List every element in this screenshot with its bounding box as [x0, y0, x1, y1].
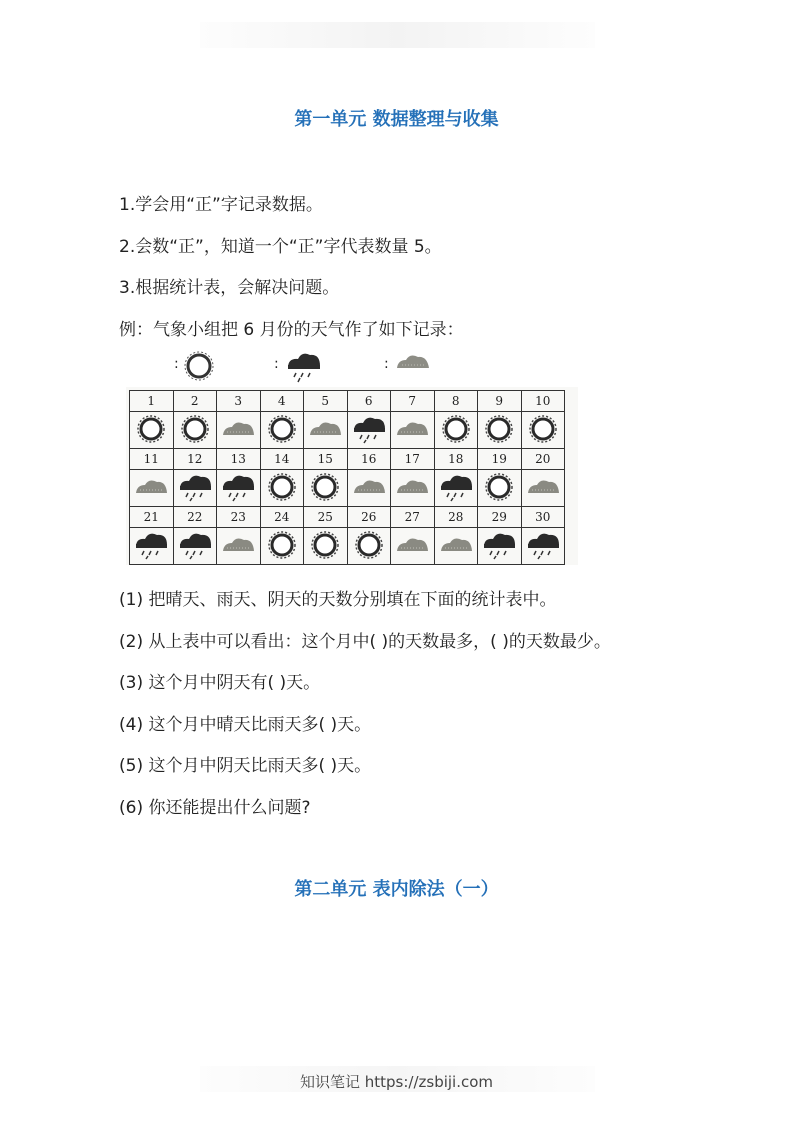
day-number-cell: 20 [521, 449, 565, 470]
question-2: (2) 从上表中可以看出：这个月中( )的天数最多，( )的天数最少。 [119, 632, 611, 652]
day-number-cell: 22 [173, 507, 217, 528]
day-number-cell: 27 [391, 507, 435, 528]
day-number-cell: 8 [434, 391, 478, 412]
day-number-cell: 21 [130, 507, 174, 528]
weather-cell [347, 528, 391, 565]
weather-cell [304, 470, 348, 507]
sun-icon [352, 530, 386, 560]
weather-cell [391, 528, 435, 565]
weather-cell [391, 412, 435, 449]
weather-cell [478, 528, 522, 565]
day-number-cell: 28 [434, 507, 478, 528]
weather-cell [391, 470, 435, 507]
day-number-cell: 11 [130, 449, 174, 470]
sun-icon [184, 348, 214, 384]
sun-icon [308, 530, 342, 560]
example-intro: 例：气象小组把 6 月份的天气作了如下记录： [119, 320, 464, 340]
cloudy-icon [221, 530, 255, 560]
cloudy-icon [308, 414, 342, 444]
legend-sep: : [174, 356, 179, 372]
question-3: (3) 这个月中阴天有( )天。 [119, 673, 321, 693]
question-4: (4) 这个月中晴天比雨天多( )天。 [119, 715, 372, 735]
day-number-cell: 12 [173, 449, 217, 470]
unit-title: 第一单元 数据整理与收集 [294, 109, 499, 130]
day-number-cell: 1 [130, 391, 174, 412]
sun-icon [265, 472, 299, 502]
cloudy-icon [395, 530, 429, 560]
day-number-cell: 6 [347, 391, 391, 412]
day-number-cell: 3 [217, 391, 261, 412]
weather-cell [260, 412, 304, 449]
day-number-cell: 9 [478, 391, 522, 412]
weather-icon-row [130, 528, 565, 565]
sun-icon [265, 530, 299, 560]
cloudy-icon [395, 414, 429, 444]
sun-icon [178, 414, 212, 444]
site-footer: 知识笔记 https://zsbiji.com [299, 1073, 494, 1091]
day-number-cell: 29 [478, 507, 522, 528]
cloudy-icon [395, 472, 429, 502]
day-number-cell: 30 [521, 507, 565, 528]
sun-icon [526, 414, 560, 444]
day-number-cell: 19 [478, 449, 522, 470]
legend-sep: : [274, 356, 279, 372]
question-6: (6) 你还能提出什么问题? [119, 798, 311, 818]
weather-cell [347, 470, 391, 507]
day-number-cell: 7 [391, 391, 435, 412]
objective-3: 3.根据统计表，会解决问题。 [119, 278, 340, 298]
weather-cell [130, 412, 174, 449]
day-number-row [130, 391, 565, 412]
day-number-cell: 17 [391, 449, 435, 470]
weather-cell [478, 412, 522, 449]
day-number-cell: 10 [521, 391, 565, 412]
sun-icon [308, 472, 342, 502]
sun-icon [482, 414, 516, 444]
weather-cell [173, 412, 217, 449]
weather-cell [260, 528, 304, 565]
weather-cell [217, 528, 261, 565]
cloudy-icon [526, 472, 560, 502]
day-number-cell: 26 [347, 507, 391, 528]
weather-cell [173, 528, 217, 565]
sun-icon [439, 414, 473, 444]
rain-cloud-icon [178, 472, 212, 502]
rain-cloud-icon [439, 472, 473, 502]
weather-cell [217, 412, 261, 449]
weather-cell [434, 528, 478, 565]
weather-cell [434, 412, 478, 449]
question-5: (5) 这个月中阴天比雨天多( )天。 [119, 756, 372, 776]
cloudy-icon [439, 530, 473, 560]
day-number-cell: 15 [304, 449, 348, 470]
objective-1: 1.学会用“正”字记录数据。 [119, 195, 323, 215]
weather-cell [304, 412, 348, 449]
weather-cell [217, 470, 261, 507]
weather-cell [260, 470, 304, 507]
weather-cell [173, 470, 217, 507]
day-number-cell: 25 [304, 507, 348, 528]
weather-cell [347, 412, 391, 449]
weather-legend [130, 348, 580, 384]
cloudy-icon [394, 348, 432, 384]
rain-cloud-icon [526, 530, 560, 560]
sun-icon [482, 472, 516, 502]
rain-cloud-icon [284, 348, 324, 384]
sun-icon [265, 414, 299, 444]
rain-cloud-icon [134, 530, 168, 560]
weather-record-table [126, 387, 578, 565]
weather-cell [130, 470, 174, 507]
day-number-cell: 16 [347, 449, 391, 470]
cloudy-icon [134, 472, 168, 502]
day-number-cell: 5 [304, 391, 348, 412]
legend-sep: : [384, 356, 389, 372]
rain-cloud-icon [178, 530, 212, 560]
weather-icon-row [130, 412, 565, 449]
weather-cell [521, 528, 565, 565]
day-number-cell: 14 [260, 449, 304, 470]
weather-cell [521, 470, 565, 507]
day-number-cell: 18 [434, 449, 478, 470]
day-number-cell: 13 [217, 449, 261, 470]
day-number-cell: 4 [260, 391, 304, 412]
rain-cloud-icon [482, 530, 516, 560]
objective-2: 2.会数“正”，知道一个“正”字代表数量 5。 [119, 237, 442, 257]
rain-cloud-icon [221, 472, 255, 502]
day-number-cell: 23 [217, 507, 261, 528]
rain-cloud-icon [352, 414, 386, 444]
day-number-cell: 24 [260, 507, 304, 528]
weather-icon-row [130, 470, 565, 507]
weather-cell [478, 470, 522, 507]
cloudy-icon [352, 472, 386, 502]
day-number-row [130, 507, 565, 528]
cloudy-icon [221, 414, 255, 444]
day-number-cell: 2 [173, 391, 217, 412]
weather-cell [130, 528, 174, 565]
question-1: (1) 把晴天、雨天、阴天的天数分别填在下面的统计表中。 [119, 590, 557, 610]
next-unit-title: 第二单元 表内除法（一） [294, 879, 499, 900]
weather-cell [304, 528, 348, 565]
sun-icon [134, 414, 168, 444]
header-watermark [200, 22, 595, 48]
weather-cell [521, 412, 565, 449]
weather-cell [434, 470, 478, 507]
day-number-row [130, 449, 565, 470]
